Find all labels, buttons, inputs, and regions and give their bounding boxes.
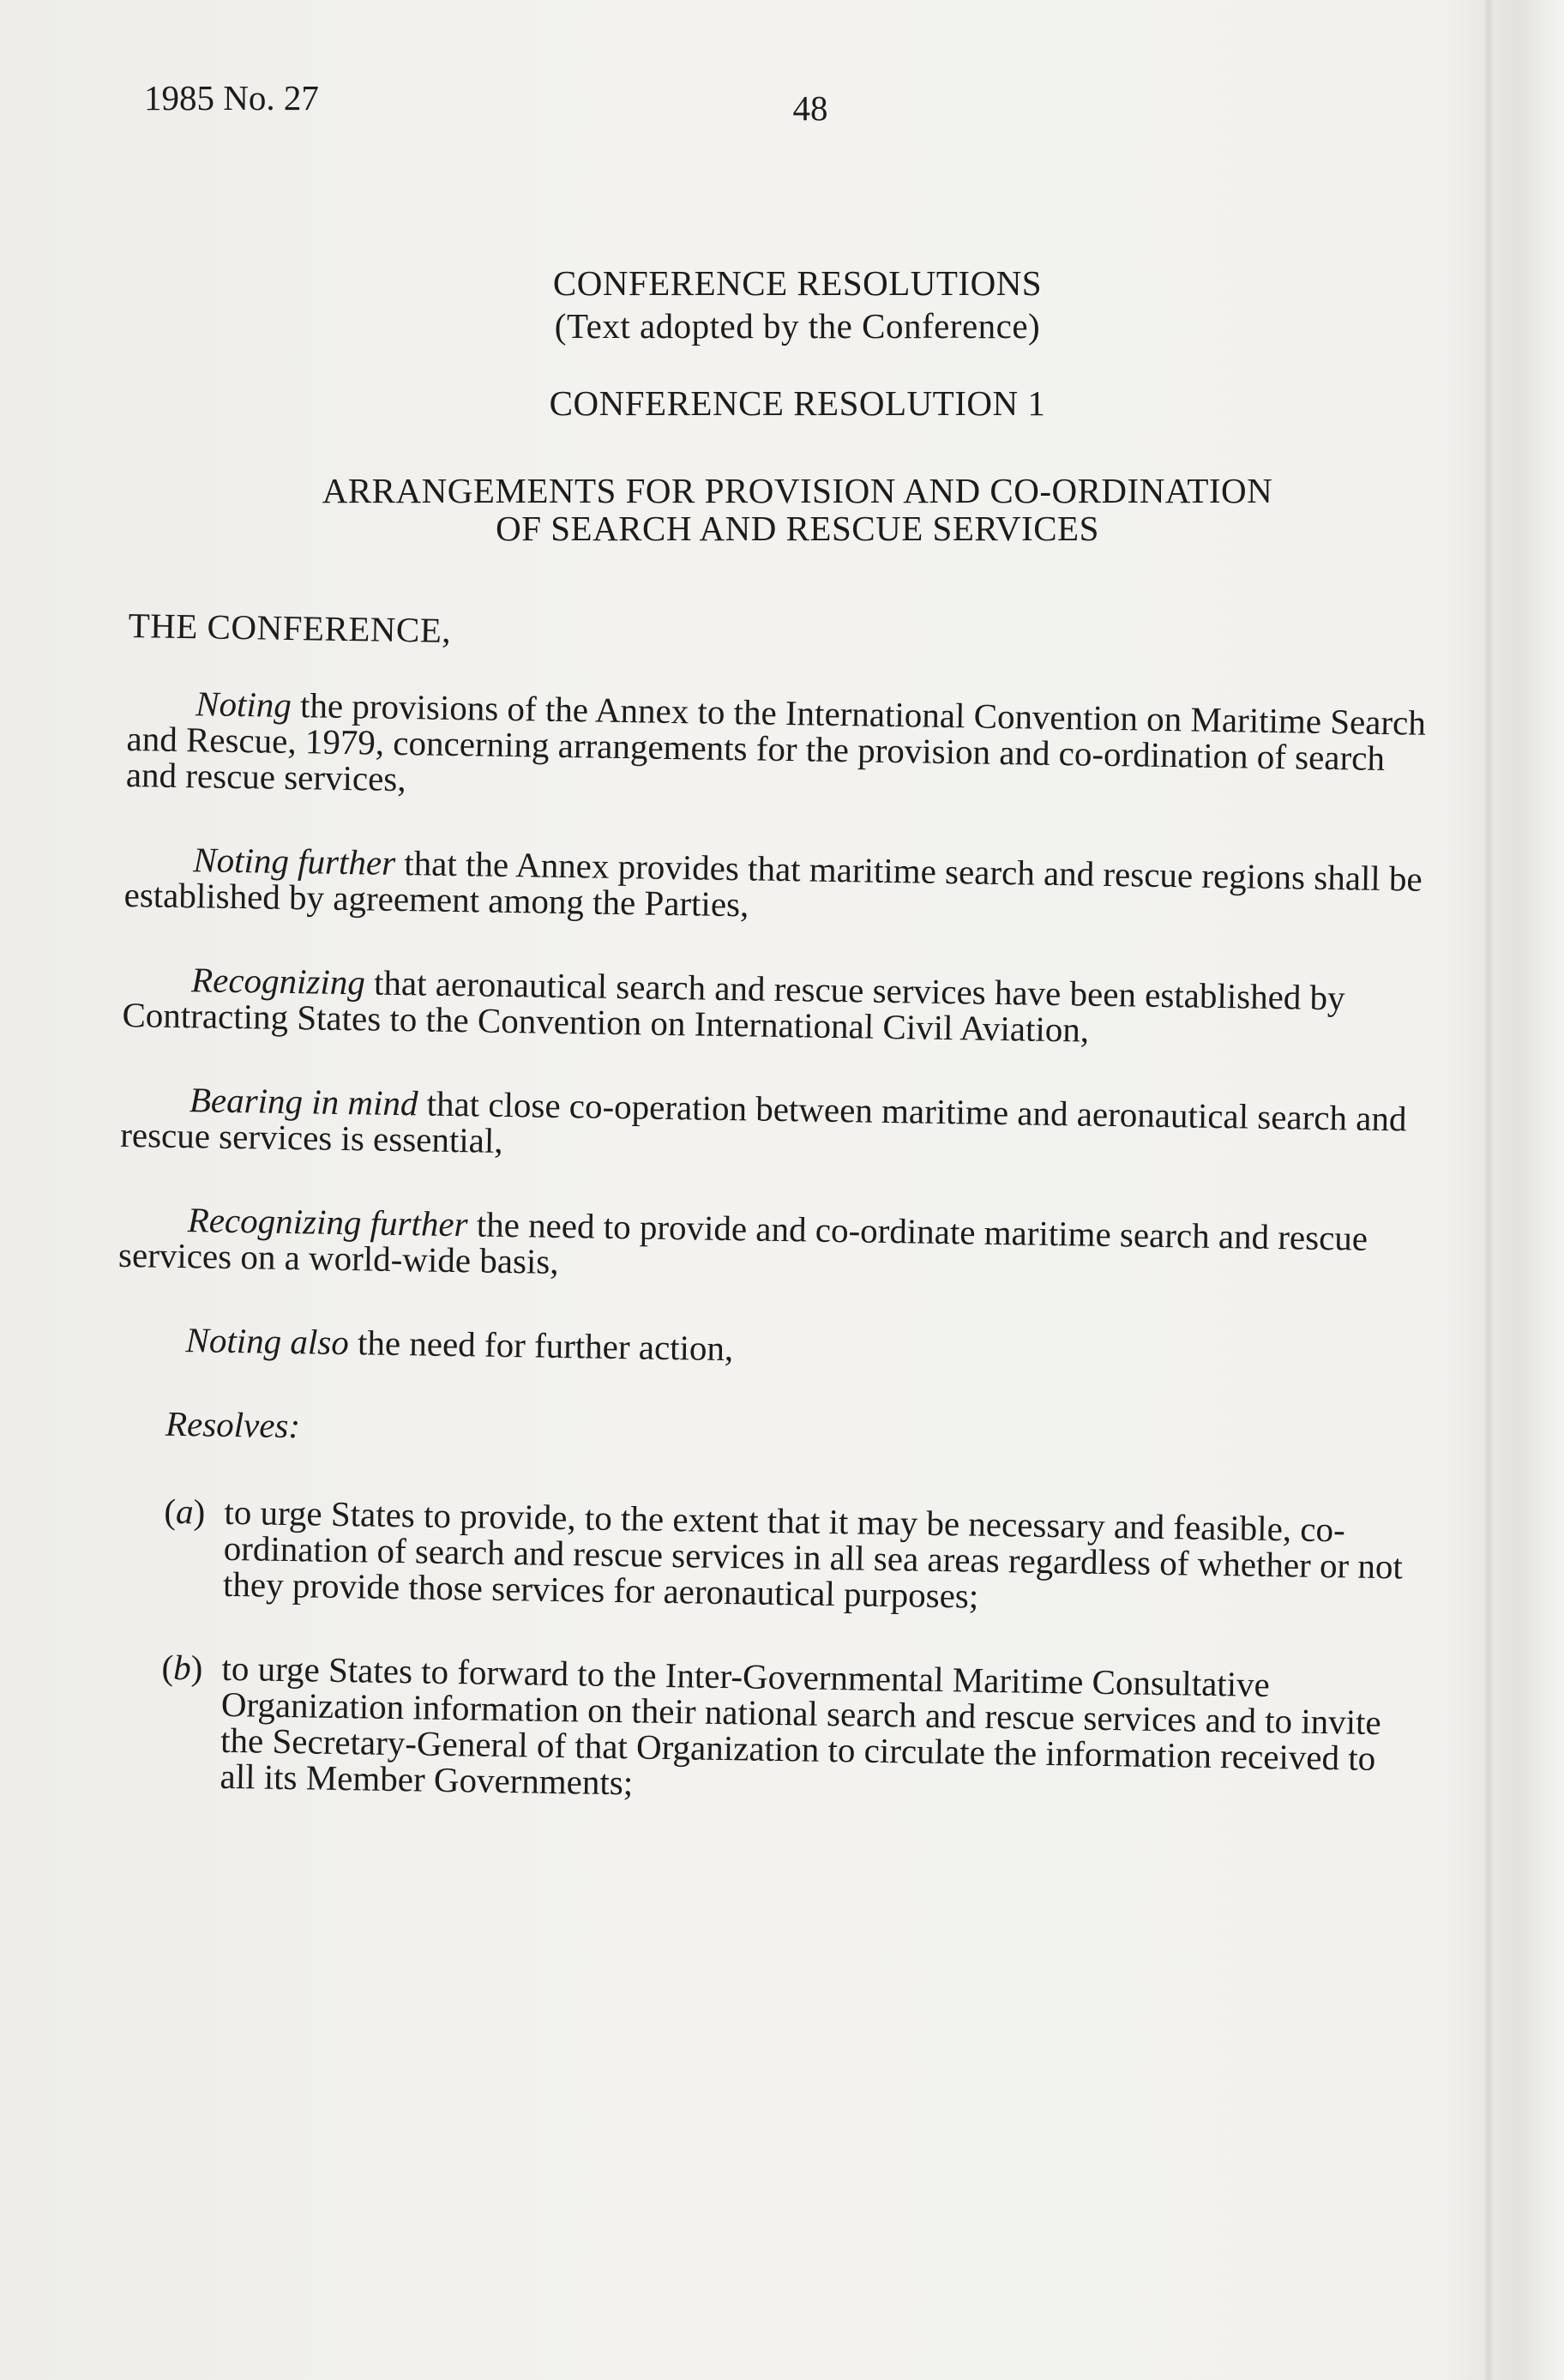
preamble: THE CONFERENCE, (128, 606, 452, 650)
resolution-title: CONFERENCE RESOLUTION 1 (549, 383, 1046, 423)
operative-item (113, 1492, 1418, 1621)
item-text: to urge States to forward to the Inter-Governmental Maritime Consultative Organization information on their national search and rescue services and to invite the Secretary-General of that Organization to circulate the information received to all its Member Governments; (220, 1648, 1382, 1803)
resolves-heading: Resolves: (165, 1403, 301, 1446)
resolution-body (109, 607, 1431, 1861)
recital-paragraph: Bearing in mind that close co-operation between maritime and aeronautical search and rescue services is essential, (119, 1080, 1407, 1160)
recital-paragraph: Noting the provisions of the Annex to the International Convention on Maritime Search and Rescue, 1979, concerning arrangements for the provision and co-ordination of search and rescue services, (125, 684, 1427, 799)
section-title: CONFERENCE RESOLUTIONS (552, 263, 1043, 303)
page-edge-shadow (1483, 0, 1494, 2380)
section-subtitle: (Text adopted by the Conference) (554, 306, 1041, 346)
recital-paragraph: Recognizing further the need to provide and co-ordinate maritime search and rescue services on a world-wide basis, (117, 1200, 1368, 1281)
operative-item (110, 1648, 1415, 1813)
item-label: (a) (164, 1491, 206, 1532)
resolution-subject-line-2: OF SEARCH AND RESCUE SERVICES (496, 509, 1099, 548)
item-label: (b) (161, 1647, 203, 1688)
running-head: 1985 No. 27 (144, 78, 319, 117)
recital-paragraph: Noting further that the Annex provides that maritime search and rescue regions shall be established by agreement among the Parties, (123, 840, 1423, 925)
item-text: to urge States to provide, to the extent that it may be necessary and feasible, co-ordination of search and rescue services in all sea areas regardless of whether or not they provide those services for aeronautical purposes; (222, 1491, 1404, 1616)
page-number: 48 (792, 88, 828, 128)
recital-paragraph: Recognizing that aeronautical search and rescue services have been established by Contracting States to the Convention on International Civil Aviation, (122, 960, 1345, 1050)
recital-paragraph: Noting also the need for further action, (185, 1320, 734, 1369)
resolution-subject-line-1: ARRANGEMENTS FOR PROVISION AND CO-ORDINATION (322, 471, 1273, 510)
